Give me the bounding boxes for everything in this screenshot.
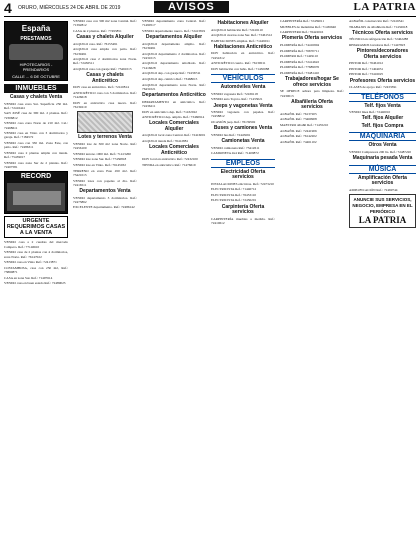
category-inmuebles: INMUEBLES	[4, 84, 68, 93]
classified-entry: VENDO departamento zona Central. Ref.: 71490517	[142, 19, 206, 28]
classified-entry: VENDO departamento nuevo. Ref.: 72413819	[142, 28, 206, 33]
classified-entry: VENDO casa con 330 m2. Zona Este, con patio. Ref.: 72486311	[4, 141, 68, 150]
column-5	[280, 19, 344, 541]
subhead: Casas y chalets Venta	[9, 94, 63, 100]
classified-entry: DOY habitación en anticrético. Ref.: 72454312	[211, 51, 275, 60]
subhead: Carpintería Oferta servicios	[221, 203, 265, 216]
classified-entry: ALBAÑIL Ref.: 76137205	[280, 111, 317, 116]
espana-logo: España	[21, 24, 51, 33]
classified-entry: VENDO casa con 300 m2 zona Central. Ref.: 71392812	[73, 19, 137, 28]
column-2	[73, 19, 137, 541]
promo-brand: LA PATRIA	[358, 214, 407, 225]
classified-entry: ALQUILO dep. céntrico Ref.: 73468015	[142, 76, 198, 81]
classified-entry: TIENDA en anticrético Ref.: 71476619	[142, 162, 196, 167]
classified-entry: VENDO casa en Vinto Ref.: 72413871	[4, 260, 57, 265]
classified-entry: ELECTRICISTA Ref.: 72456201	[211, 198, 257, 203]
classified-entry: ALQUILO tienda Ref.: 76412881	[142, 139, 189, 144]
classified-entry: VENDO casa a 2 cuadras del mercado Campero. Ref.: 77146610	[4, 240, 68, 249]
classified-entry: VENDO camioneta Ref.: 73412611	[211, 145, 260, 150]
classified-entry: INSTALACIONES eléctricas. Ref.: 72473210	[211, 181, 274, 186]
subhead: Locales Comerciales Anticrético	[149, 144, 199, 156]
record-ad	[4, 171, 68, 214]
promo-box	[349, 194, 416, 228]
subhead: Plomería Oferta servicios	[281, 35, 343, 42]
classified-entry: ALBAÑIL construcción Ref.: 72416541	[349, 19, 404, 23]
classified-entry: ALQUILO casa amplia con patio. Ref.: 76139491	[73, 47, 137, 56]
classified-entry: EXCELENTE departamento. Ref.: 72486142	[73, 205, 135, 210]
subhead: Otros Venta	[368, 142, 397, 149]
classified-entry: DOY local en anticrético Ref.: 72432100	[142, 157, 198, 162]
column-6	[349, 19, 416, 541]
page-header	[4, 2, 416, 17]
subhead: Casas y chalets Alquiler	[76, 34, 134, 41]
subhead: Albañilería Oferta servicios	[291, 98, 333, 111]
classified-entry: ALQUILO dep. con garaje Ref.: 72436741	[142, 71, 201, 76]
house-image	[7, 183, 65, 211]
classified-entry: PINTOR Ref.: 71404031	[349, 66, 384, 71]
classified-entry: CAMIONETA 4x4 Ref.: 71409872	[211, 151, 259, 156]
classified-entry: ALBAÑIL Ref.: 76142202	[280, 134, 317, 139]
subhead: Habitaciones Alquiler	[217, 20, 269, 26]
subhead: Lotes y terrenos Venta	[78, 134, 132, 141]
subhead: Automóviles Venta	[220, 84, 266, 91]
subhead: Departamentos Alquiler	[145, 34, 203, 41]
classified-entry: COSTAMBOSA, casa con 250 m2, Ref.: 73860871	[4, 265, 68, 275]
classified-entry: PLOMERO Ref.: 71429110	[280, 54, 319, 59]
classified-entry: PINTOR Ref.: 76461012	[349, 61, 384, 66]
classified-entry: ALQUILO departamento amplio. Ref.: 76139491	[142, 41, 206, 50]
classified-entry: VENDO vagoneta con papeles. Ref.: 72458812	[211, 110, 275, 119]
classified-entry: OCASIÓN jeep. Ref.: 76139502	[211, 120, 256, 125]
section-title: AVISOS	[154, 1, 229, 13]
subhead: Telf. fijos Alquiler	[361, 115, 404, 122]
classified-entry: ALQUILO casa con garaje Ref.: 73461015	[73, 67, 132, 72]
classified-entry: ALBAÑIL Ref.: 74461102	[280, 139, 317, 144]
classified-entry: ANTICRÉTICO casa con 3 dormitorios. Ref.: 71426618	[73, 90, 137, 100]
classified-entry: ALBAÑIL Ref.: 73460908	[280, 117, 317, 122]
subhead: Electricidad Oferta servicios	[220, 168, 266, 181]
category-vehiculos: VEHÍCULOS	[211, 74, 275, 83]
classified-entry: TERRENO en zona Este 450 m2. Ref.: 73421015	[73, 168, 137, 177]
classified-entry: VENDO casa de 2 plantas con 4 dormitorios, zona Norte. Ref.: 76147022	[4, 250, 68, 259]
classified-entry: DOY habitación con baño. Ref.: 71430088	[211, 66, 270, 71]
classified-entry: CASA de 2 plantas. Ref.: 77493851	[73, 28, 122, 33]
classified-entry: TRABAJOS de albañilería Ref.: 71432618	[349, 24, 408, 29]
classified-entry: CARPINTERÍA Ref.: 72439011	[280, 19, 325, 23]
classified-entry: PLOMERÍA Ref.: 77689976	[280, 65, 320, 70]
classified-entry: ALQUILO casa 2 dormitorios zona Norte. Ref.: 72436511	[73, 57, 137, 66]
classified-entry: ELECTRICISTA Ref.: 71446712	[211, 187, 257, 192]
classified-entry: TÉCNICO en refrigeración Ref.: 72462288	[349, 37, 409, 42]
classified-entry: ELECTRICISTA Ref.: 76453110	[211, 192, 257, 197]
page-number: 4	[4, 0, 12, 16]
classified-entry: PLOMERÍA Ref.: 73481410	[280, 70, 320, 75]
subhead: Casas y chalets Anticrético	[86, 72, 124, 84]
classified-entry: ALQUILO local zona Central. Ref.: 72416001	[142, 133, 206, 138]
classified-entry: SE OFRECE señora para limpieza. Ref.: 72430013	[280, 89, 344, 98]
car-image	[9, 44, 63, 60]
classified-entry: ALQUILO departamento 2 dormitorios. Ref.: 72431015	[142, 51, 206, 60]
classified-entry: DOY en anticrético casa nueva. Ref.: 76139210	[73, 100, 137, 110]
subhead: Técnicos Oferta servicios	[352, 29, 413, 36]
classified-entry: VENDO línea Ref.: 72440010	[349, 110, 391, 115]
classified-entry: PINTOR Ref.: 73416025	[349, 72, 384, 77]
subhead: Buses y camiones Venta	[213, 125, 273, 132]
subhead: Trabajadores/hogar Se ofrece servicios	[285, 76, 339, 88]
classified-entry: PLOMERÍA Ref.: 74416904	[280, 42, 320, 47]
subhead: Jeeps y vagonetas Venta	[213, 102, 273, 109]
category-musica: MÚSICA	[349, 165, 416, 174]
classified-entry: VENDO bus Ref.: 72445691	[211, 132, 251, 137]
classified-entry: CARPINTERO Ref.: 76422016	[280, 30, 324, 35]
classified-entry: MAESTRO albañil Ref.: 71435210	[280, 123, 329, 128]
classified-entry: VENDO casa zona Sur. Superficie 250 m2. Ref.: 72416441	[4, 101, 68, 110]
record-ad-title: RECORD	[20, 173, 52, 181]
classified-entry: VENDO casa zona Sur de 2 plantas. Ref.: 72407581	[4, 160, 68, 170]
espana-ad	[4, 21, 68, 81]
classified-entry: VENDO lote de 300 m2 zona Norte. Ref.: 72456100	[73, 141, 137, 151]
classified-entry: ALBAÑIL Ref.: 72441906	[280, 128, 317, 133]
ad-line: CALLE ... 6 DE OCTUBRE	[12, 74, 60, 79]
subhead: Telf. fijos Compra	[361, 122, 404, 129]
promo-text: ANUNCIE SUS SERVICIOS, NEGOCIO, EMPRESA EN EL PERIÓDICO	[352, 196, 413, 214]
column-4	[211, 19, 275, 541]
subhead: Amplificación Oferta servicios	[358, 174, 407, 187]
classified-entry: DEPARTAMENTO en anticrético. Ref.: 72436211	[142, 99, 206, 108]
classified-entry: VENDO casa 2 plantas amplia con tienda. Ref.: 75439017	[4, 150, 68, 160]
classified-entry: AMPLIFICACIÓN Ref.: 72469744	[349, 187, 398, 192]
subhead: Pintores/decoradores Oferta servicios	[356, 48, 409, 60]
classified-entry: VENDO casa zona Norte de 210 m2. Cel.: 72468611	[4, 121, 68, 130]
classified-entry: VENDO Compresora 200 lts. Ref.: 72487220	[349, 149, 412, 154]
classified-entry: VENDO casa en Vinto con 3 dormitorios y garaje. Ref.: 7184572	[4, 131, 68, 140]
ad-image	[77, 111, 133, 133]
column-3	[142, 19, 206, 541]
newspaper-brand: LA PATRIA	[353, 1, 416, 13]
classified-entry: CARPINTERÍA muebles a medida. Ref.: 72410612	[211, 216, 275, 225]
classified-entry: VENDO lotes con papeles al día. Ref.: 72416511	[73, 178, 137, 187]
classified-entry: REPARAMOS lavadoras Ref.: 71447823	[349, 42, 406, 47]
classified-entry: HABITACIONES amplias. Ref.: 71449011	[211, 38, 270, 43]
column-1	[4, 19, 68, 541]
classified-entry: CASA en zona Sur. Ref.: 71497614	[4, 275, 53, 280]
category-telefonos: TELÉFONOS	[349, 93, 416, 102]
classified-entry: VENDO vagoneta Ref.: 72436118	[211, 91, 258, 96]
ad-line: HIPOTECARIOS - PRENDARIOS	[19, 62, 53, 72]
ad-line: PRESTAMOS	[20, 36, 52, 42]
subhead: Camionetas Venta	[221, 138, 265, 145]
classified-entry: SAN JOSÉ casa de 390 m2. 2 plantas. Ref.: 72306812	[4, 111, 68, 120]
classified-entry: VENDO lote en Vinto. Ref.: 76145032	[73, 163, 126, 168]
classified-entry: MUEBLES de melamina Ref.: 71436640	[280, 24, 337, 29]
classified-entry: PLOMERÍA Ref.: 72414622	[280, 59, 320, 64]
classified-entry: ALQUILO departamento amoblado. Ref.: 71416628	[142, 61, 206, 70]
record-ad-line: URGENTE REQUERIMOS CASAS A LA VENTA	[6, 218, 66, 237]
subhead: Habitaciones Anticrético	[213, 43, 273, 50]
classified-entry: PLOMERÍA Ref.: 76670711	[280, 48, 319, 53]
page-date: ORURO, MIÉRCOLES 24 DE ABRIL DE 2019	[18, 5, 121, 11]
category-empleos: EMPLEOS	[211, 159, 275, 168]
subhead: Maquinaria pesada Venta	[352, 155, 413, 162]
category-maquinaria: MAQUINARIA	[349, 132, 416, 141]
record-ad-text	[4, 216, 68, 238]
classified-entry: DOY en anticrético dep. Ref.: 71432022	[142, 109, 197, 114]
classified-entry: VENDO terreno 1000 m2. Ref.: 71413260	[73, 151, 131, 156]
classified-entry: VENDO auto Toyota. Ref.: 71433021	[211, 97, 263, 102]
subhead: Telf. fijos Venta	[364, 102, 401, 109]
classified-entry: CLASES de apoyo Ref.: 72433391	[349, 85, 397, 90]
classified-entry: DOY casa en anticrético. Ref.: 72410814	[73, 85, 129, 90]
subhead: Locales Comerciales Alquiler	[149, 120, 199, 132]
classified-entry: VENDO departamento 3 dormitorios. Ref.: 72473862	[73, 195, 137, 204]
subhead: Departamentos Anticrético	[142, 92, 206, 99]
subhead: Profesores Oferta servicios	[349, 77, 416, 84]
classified-entry: ANTICRÉTICO cuarto. Ref.: 76130011	[211, 61, 266, 66]
subhead: Departamentos Venta	[79, 188, 131, 195]
classified-entry: ALQUILO casa. Ref.: 76153491	[73, 41, 118, 46]
classified-entry: VENDO casa en buen estado Ref.: 72489023	[4, 281, 66, 286]
classified-entry: ALQUILO cuartos zona Sur. Ref.: 73461512	[211, 33, 273, 38]
classified-entry: VENDO lote zona Sur. Ref.: 77436818	[73, 157, 127, 162]
classified-entry: ALQUILO departamento zona Norte. Ref.: 76431021	[142, 82, 206, 91]
classified-entry: ANTICRÉTICO dep. amplio. Ref.: 73460914	[142, 115, 205, 120]
classified-entry: ALQUILO habitación Ref.: 72416110	[211, 27, 263, 32]
